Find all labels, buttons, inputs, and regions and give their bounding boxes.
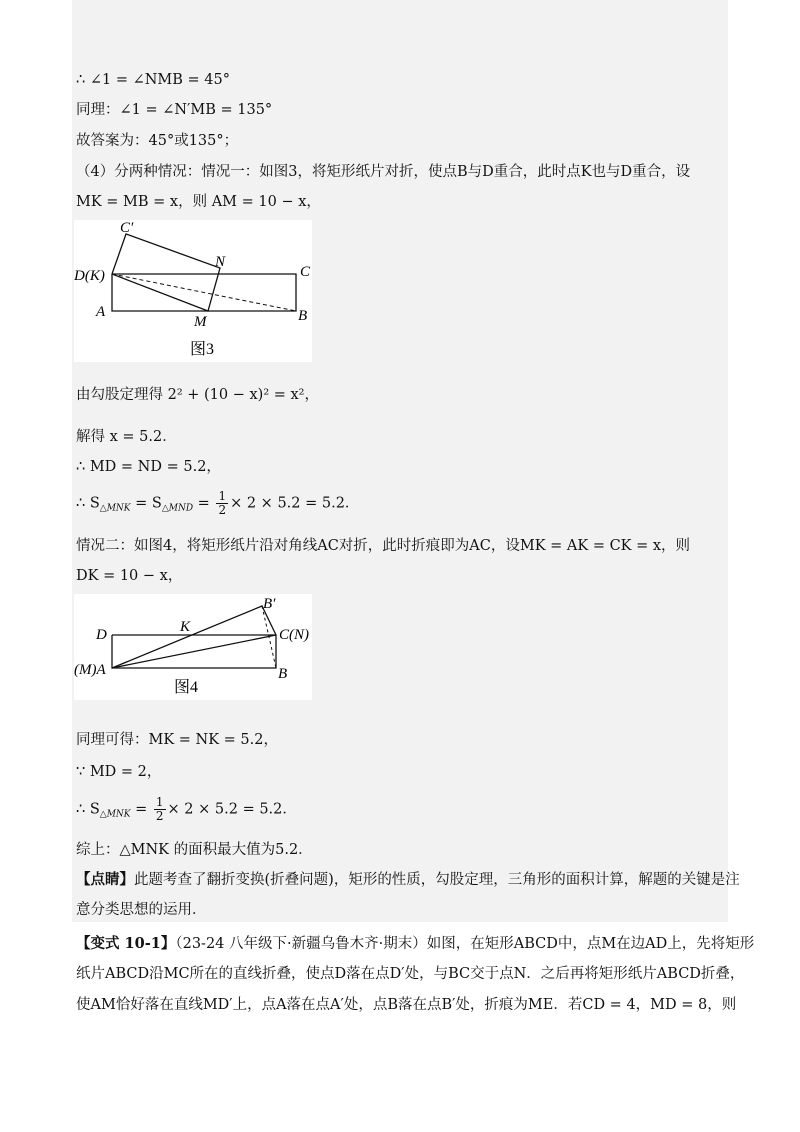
commentary-tag: 【点睛】 (76, 871, 134, 888)
fig4-label-d: D (96, 627, 107, 643)
fig3-label-a: A (96, 304, 106, 320)
figure-4-diagram (74, 594, 312, 700)
fig4-label-b-prime: B′ (263, 596, 276, 612)
line-md-nd: ∴ MD = ND = 5.2， (76, 459, 221, 475)
line-angle-45: ∴ ∠1 = ∠NMB = 45° (76, 72, 230, 88)
figure-4 (74, 594, 312, 700)
line-conclusion: 综上：△MNK 的面积最大值为5.2． (76, 842, 313, 858)
line-commentary-cont: 意分类思想的运用． (76, 902, 207, 918)
fig3-caption: 图3 (190, 341, 215, 358)
fraction-one-half: $\frac{1}{2}$ (218, 489, 227, 517)
variant-tag: 【变式 10-1】 (76, 935, 176, 952)
figure-3 (74, 220, 312, 362)
line-solve-x: 解得 x = 5.2． (76, 429, 177, 445)
line-pythagoras: 由勾股定理得 2² + (10 − x)² = x²， (76, 387, 319, 403)
fig4-label-cn: C(N) (279, 627, 309, 643)
line-variant-body-2: 使AM恰好落在直线MD′上，点A落在点A′处，点B落在点B′处，折痕为ME．若CD = 4，MD = 8，则 (76, 997, 737, 1013)
fig4-label-b: B (278, 666, 288, 682)
fig3-label-dk: D(K) (74, 268, 105, 284)
line-commentary: 【点睛】此题考查了翻折变换(折叠问题)，矩形的性质，勾股定理，三角形的面积计算，解题的关键是注 (76, 871, 740, 888)
line-answer: 故答案为：45°或135°； (76, 133, 239, 149)
line-case-two-setup: DK = 10 − x， (76, 568, 183, 584)
fig3-label-c-prime: C′ (120, 220, 134, 236)
line-variant-body-1: 纸片ABCD沿MC所在的直线折叠，使点D落在点D′处，与BC交于点N．之后再将矩形纸片ABCD折叠， (76, 966, 745, 982)
line-angle-135: 同理：∠1 = ∠N′MB = 135° (76, 102, 273, 118)
line-area-case-one: ∴ $S_{\triangle MNK} = S_{\triangle MND}$ = $\frac{1}{2}$ × 2 × 5.2 = 5.2． (76, 489, 360, 517)
fig4-label-ma: (M)A (74, 662, 106, 678)
line-variant-title: 【变式 10-1】（23-24 八年级下·新疆乌鲁木齐·期末）如图，在矩形ABCD中，点M在边AD上，先将矩形 (76, 935, 755, 952)
fig3-label-m: M (194, 314, 207, 330)
fraction-one-half-2: $\frac{1}{2}$ (155, 795, 164, 823)
line-mk-nk: 同理可得：MK = NK = 5.2， (76, 732, 278, 748)
line-case-two: 情况二：如图4，将矩形纸片沿对角线AC对折，此时折痕即为AC，设MK = AK = CK = x，则 (76, 538, 691, 554)
fig3-label-c: C (300, 264, 311, 280)
fig3-label-b: B (298, 308, 308, 324)
line-area-case-two: ∴ $S_{\triangle MNK}$ = $\frac{1}{2}$ × 2 × 5.2 = 5.2． (76, 795, 297, 823)
line-md-2: ∵ MD = 2， (76, 764, 162, 780)
line-case-one-setup: MK = MB = x，则 AM = 10 − x， (76, 194, 321, 210)
fig4-label-k: K (180, 619, 191, 635)
figure-3-diagram (74, 220, 312, 362)
line-case-one: （4）分两种情况：情况一：如图3，将矩形纸片对折，使点B与D重合，此时点K也与D重合，设 (76, 164, 691, 180)
fig4-caption: 图4 (174, 679, 199, 696)
fig3-label-n: N (215, 254, 226, 270)
